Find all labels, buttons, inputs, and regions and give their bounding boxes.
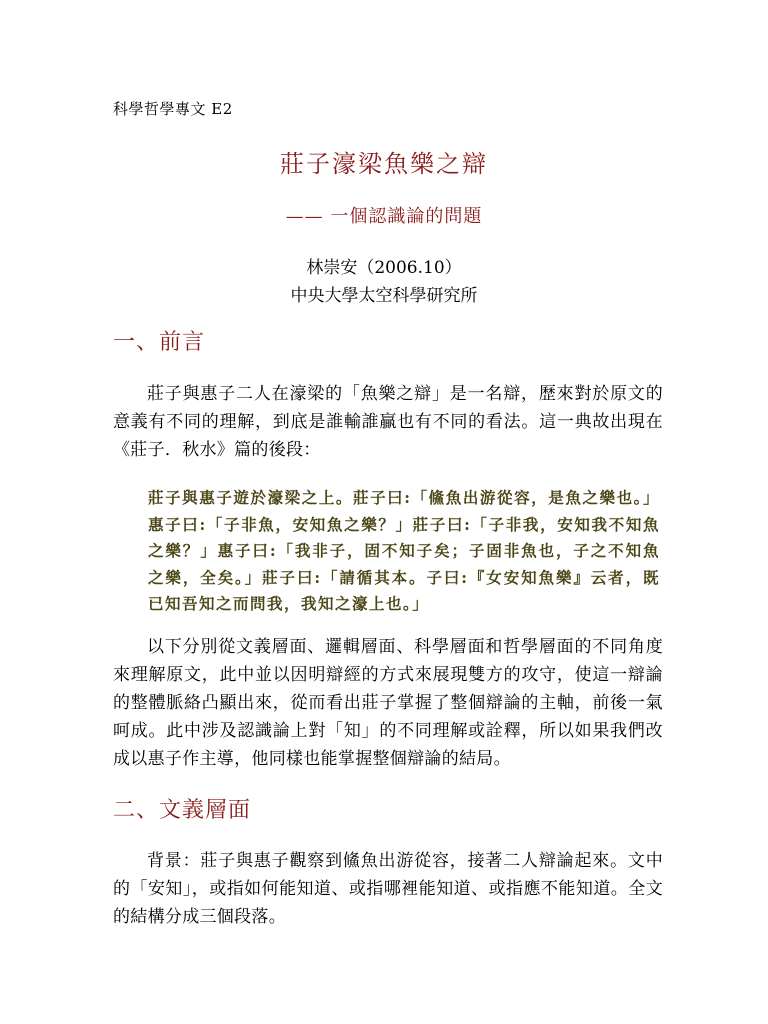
intro-paragraph-2: 以下分別從文義層面、邏輯層面、科學層面和哲學層面的不同角度來理解原文，此中並以因明辯經的方式來展現雙方的攻守，使這一辯論的整體脈絡凸顯出來，從而看出莊子掌握了整個辯論的主軸，前後一氣呵成。此中涉及認識論上對「知」的不同理解或詮釋，所以如果我們改成以惠子作主導，他同樣也能掌握整個辯論的結局。 [113, 637, 663, 769]
zhuangzi-quote: 莊子與惠子遊於濠梁之上。莊子曰:「鯈魚出游從容，是魚之樂也。」惠子曰:「子非魚，安知魚之樂？」莊子曰:「子非我，安知我不知魚之樂？」惠子曰:「我非子，固不知子矣；子固非魚也，子之不知魚之樂，全矣。」莊子曰:「請循其本。子曰:『女安知魚樂』云者，既已知吾知之而問我，我知之濠上也。」 [148, 488, 660, 613]
section-heading-textual: 二、文義層面 [113, 798, 252, 823]
section-heading-intro: 一、前言 [113, 330, 206, 355]
author-block [0, 254, 768, 310]
author-affiliation: 中央大學太空科學研究所 [290, 286, 478, 306]
series-label: 科學哲學專文 E2 [113, 100, 233, 118]
author-name-date: 林崇安（2006.10） [306, 258, 462, 278]
document-subtitle: —— 一個認識論的問題 [285, 206, 483, 227]
textual-paragraph-1: 背景：莊子與惠子觀察到鯈魚出游從容，接著二人辯論起來。文中的「安知」，或指如何能知道、或指哪裡能知道、或指應不能知道。全文的結構分成三個段落。 [113, 851, 663, 927]
document-title: 莊子濠梁魚樂之辯 [280, 150, 488, 178]
intro-paragraph-1: 莊子與惠子二人在濠梁的「魚樂之辯」是一名辯，歷來對於原文的意義有不同的理解，到底是誰輸誰贏也有不同的看法。這一典故出現在《莊子．秋水》篇的後段： [113, 384, 663, 460]
